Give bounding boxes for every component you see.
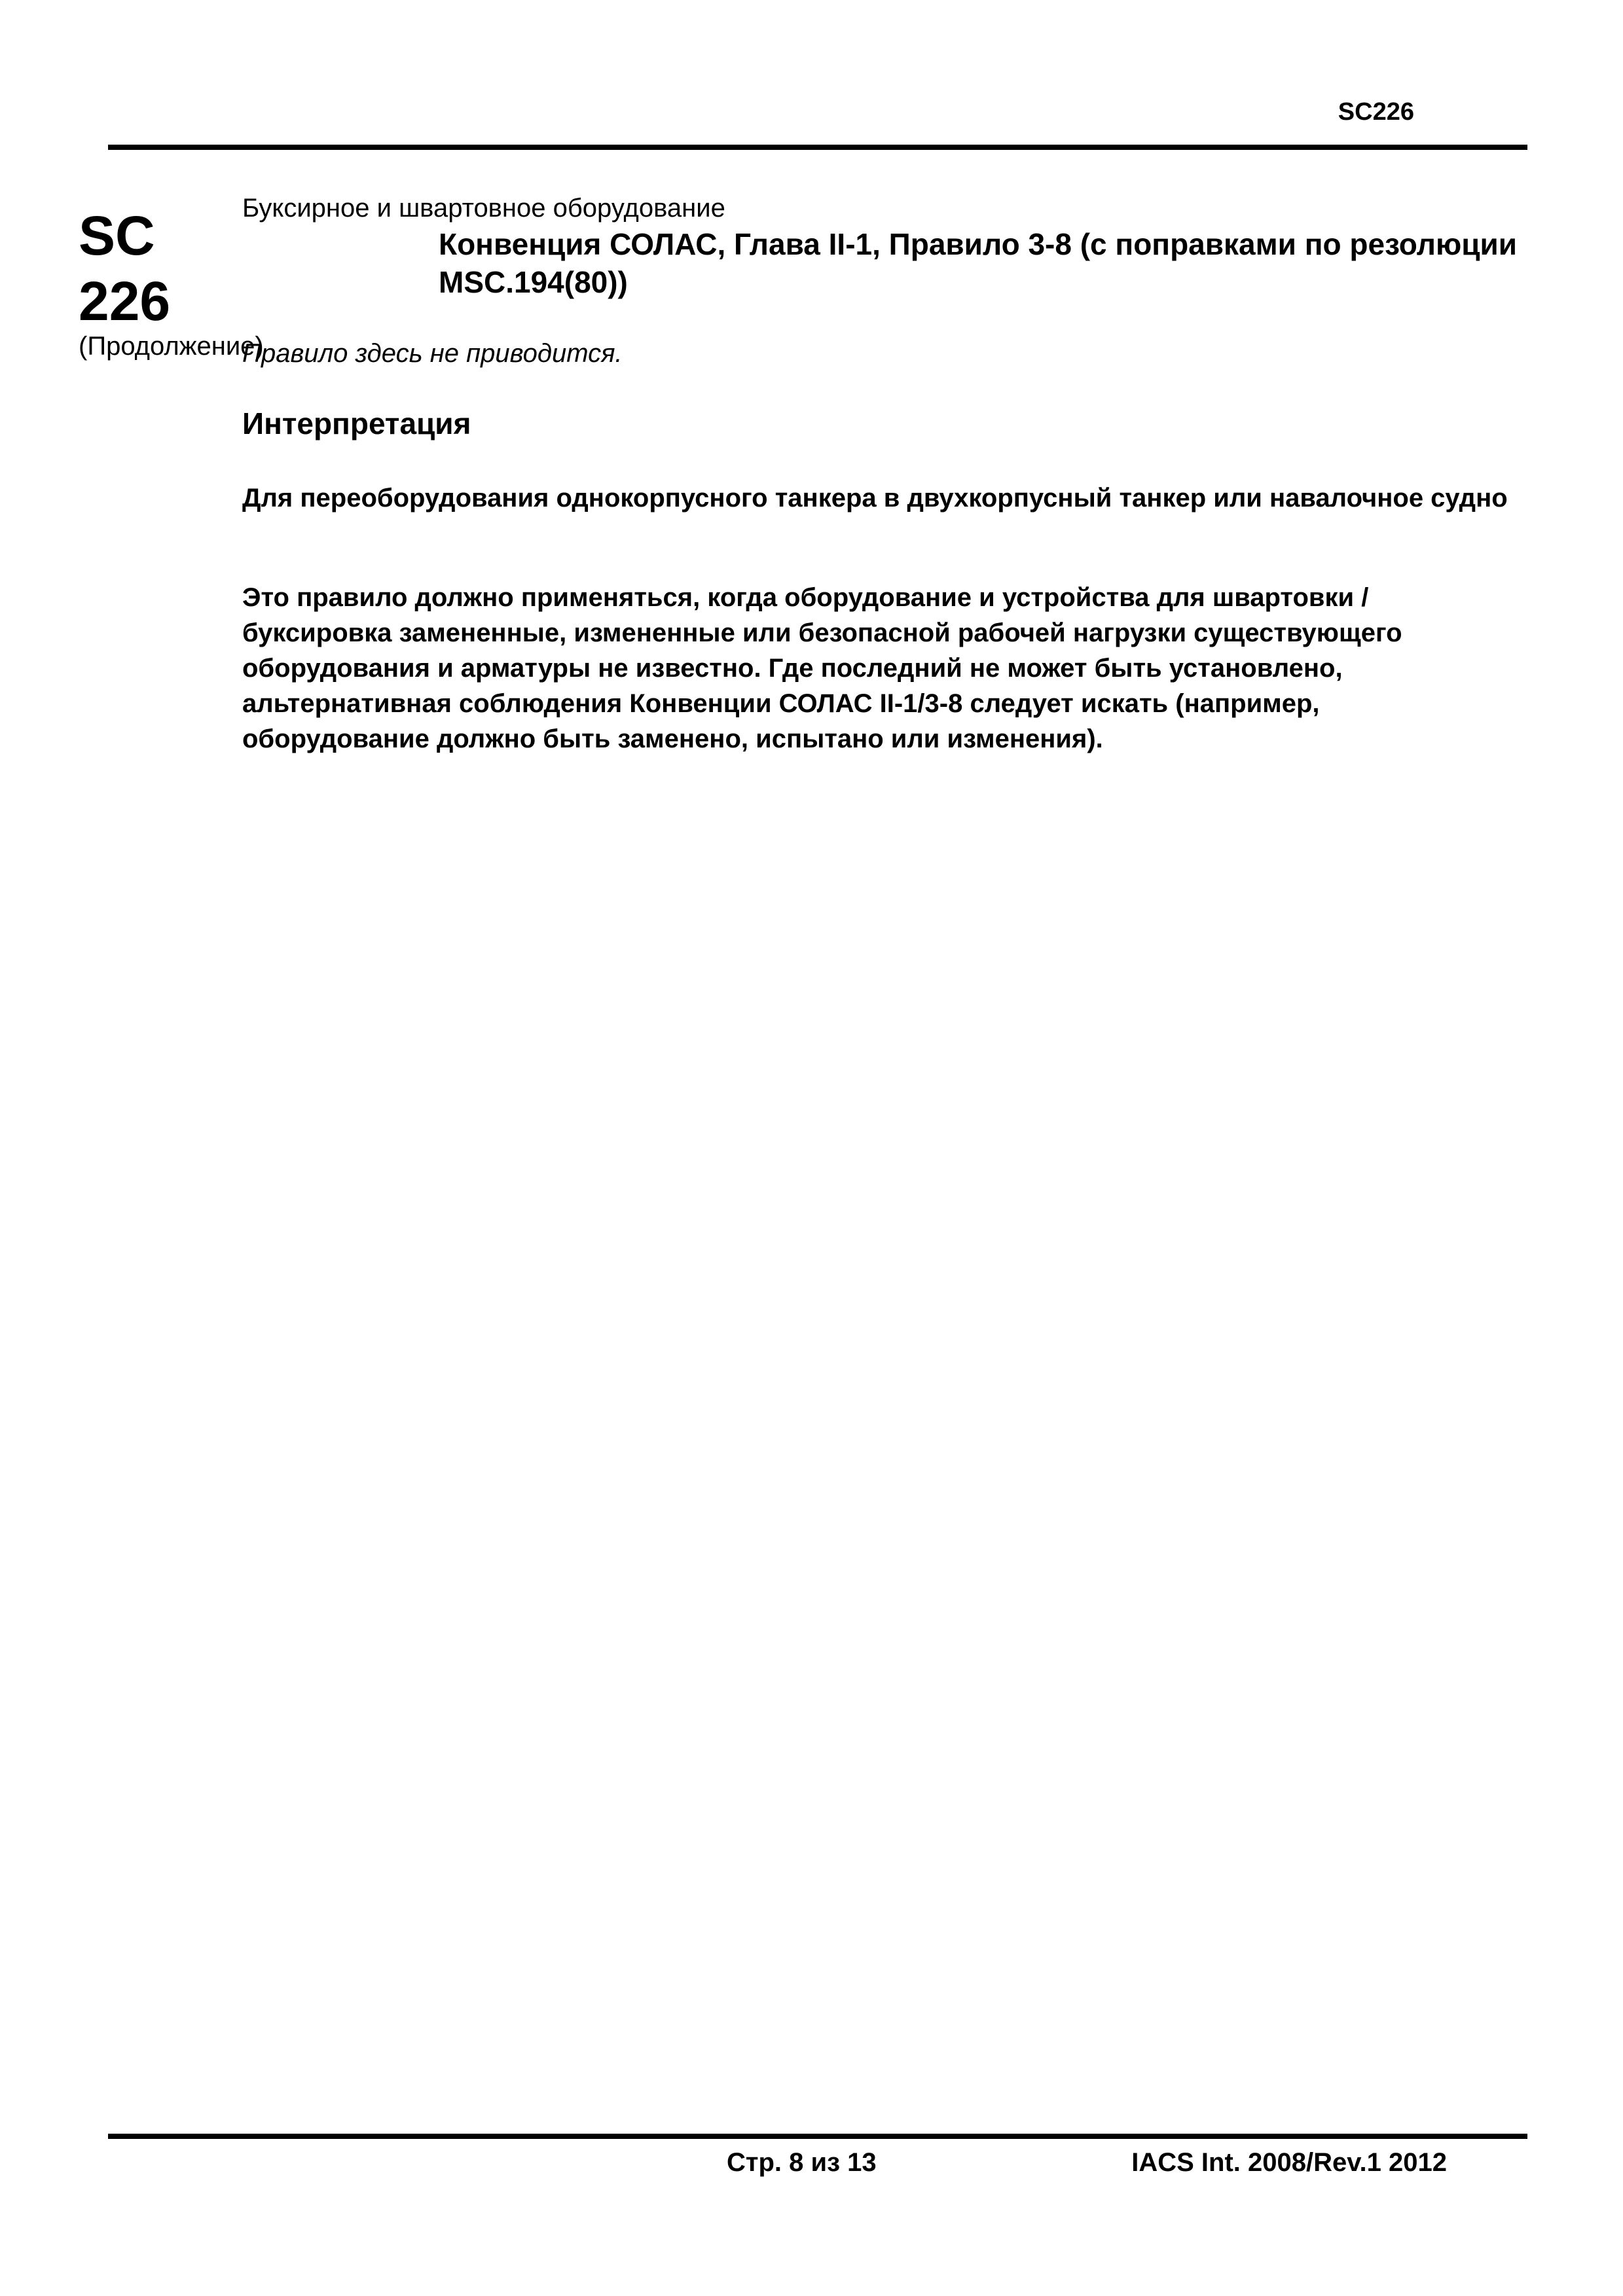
side-continued-note: (Продолжение) xyxy=(79,332,264,361)
footer-rule xyxy=(108,2134,1527,2139)
footer-page-number: Стр. 8 из 13 xyxy=(727,2148,877,2177)
paragraph-interpretation: Это правило должно применяться, когда оборудование и устройства для швартовки / буксировка замененные, измененные или безопасной рабочей нагрузки существующего оборудования и арматуры не известно. Где последний не может быть установлено, альтернативная соблюдения Конвенции СОЛАС II-1/3-8 следует искать (например, оборудование должно быть заменено, испытано или изменения). xyxy=(242,583,1402,753)
side-code-line1: SC xyxy=(79,205,155,266)
interpretation-heading: Интерпретация xyxy=(242,406,471,440)
regulation-note: Правило здесь не приводится. xyxy=(242,339,623,368)
regulation-title: Конвенция СОЛАС, Глава II-1, Правило 3-8 (с поправками по резолюции MSC.194(80)) xyxy=(439,227,1518,299)
side-code xyxy=(79,203,170,334)
paragraph-scope: Для переоборудования однокорпусного танкера в двухкорпусный танкер или навалочное судно xyxy=(242,484,1508,512)
header-rule xyxy=(108,145,1527,150)
footer-reference: IACS Int. 2008/Rev.1 2012 xyxy=(1131,2148,1447,2177)
header-code: SC226 xyxy=(1338,98,1414,126)
topic-title: Буксирное и швартовное оборудование xyxy=(242,194,725,223)
side-code-line2: 226 xyxy=(79,270,171,332)
